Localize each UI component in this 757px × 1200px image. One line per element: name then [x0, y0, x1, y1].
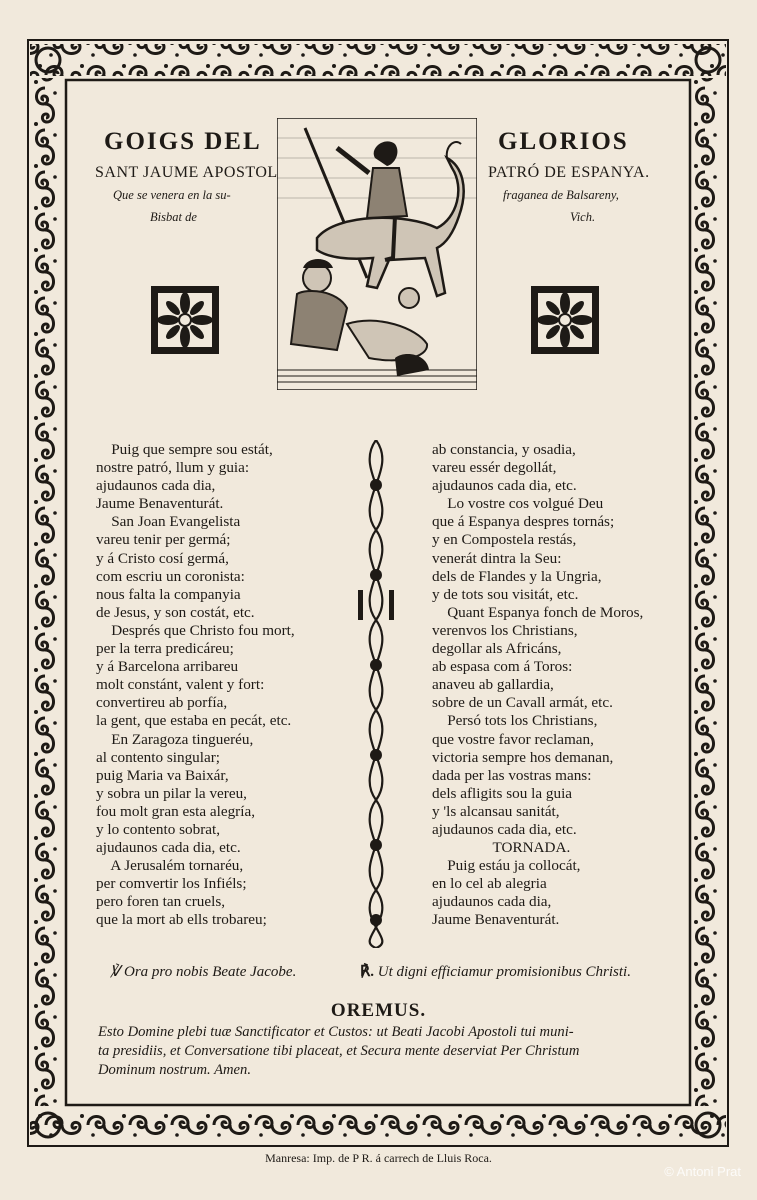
- verse-line-left: San Joan Evangelista: [96, 513, 241, 531]
- verse-line-left: que la mort ab ells trobareu;: [96, 911, 267, 929]
- verse-line-right: y de tots sou visitát, etc.: [432, 585, 579, 603]
- verse-line-right: verenvos los Christians,: [432, 621, 578, 639]
- verse-line-right: vareu essér degollát,: [432, 459, 557, 477]
- verse-line-right: dels de Flandes y la Ungria,: [432, 567, 602, 585]
- verse-line-left: Jaume Benaventurát.: [96, 495, 224, 513]
- verse-line-left: de Jesus, y son costát, etc.: [96, 603, 255, 621]
- verse-line-left: com escriu un coronista:: [96, 567, 245, 585]
- verse-line-left: Després que Christo fou mort,: [96, 621, 295, 639]
- response-text: Ut digni efficiamur promisionibus Christi.: [377, 964, 631, 980]
- verse-line-right: que á Espanya despres tornás;: [432, 513, 615, 531]
- verse-line-right: en lo cel ab alegria: [432, 875, 547, 893]
- verse-line-right: Puig estáu ja collocát,: [432, 857, 581, 875]
- verse-line-right: ajudaunos cada dia, etc.: [432, 820, 577, 838]
- verse-line-right: dada per las vostras mans:: [432, 766, 592, 784]
- verse-line-right: ab espasa com á Toros:: [432, 658, 573, 676]
- oremus-heading: OREMUS.: [330, 1000, 427, 1021]
- versicle-line: [110, 962, 296, 981]
- saint-james-woodcut: [277, 118, 477, 390]
- dedication-left-1: Que se venera en la su-: [113, 188, 231, 202]
- verse-line-right: degollar als Africáns,: [432, 640, 562, 658]
- verse-line-left: puig Maria va Baixár,: [96, 766, 229, 784]
- verse-line-right: ab constancia, y osadia,: [432, 441, 576, 458]
- verse-line-left: y á Cristo cosí germá,: [96, 549, 229, 567]
- copyright-watermark: © Antoni Prat: [664, 1164, 741, 1179]
- verse-line-left: nostre patró, llum y guia:: [96, 459, 250, 477]
- verse-line-left: nous falta la companyia: [96, 585, 241, 603]
- verse-line-left: ajudaunos cada dia, etc.: [96, 839, 241, 857]
- verse-line-right: y en Compostela restás,: [432, 531, 577, 549]
- response-symbol: ℟.: [360, 964, 375, 980]
- verse-line-left: En Zaragoza tingueréu,: [96, 730, 254, 748]
- verse-line-left: ajudaunos cada dia,: [96, 477, 216, 495]
- verse-line-left: y sobra un pilar la vereu,: [96, 784, 247, 802]
- printer-imprint: Manresa: Imp. de P R. á carrech de Lluis Roca.: [265, 1151, 492, 1165]
- verse-line-right: dels afligits sou la guia: [432, 784, 573, 802]
- verse-line-left: vareu tenir per germá;: [96, 531, 231, 549]
- verse-line-left: per comvertir los Infiéls;: [96, 875, 247, 893]
- versicle-text: Ora pro nobis Beate Jacobe.: [124, 964, 297, 980]
- title-left: GOIGS DEL: [104, 128, 262, 155]
- vine-divider: [344, 440, 408, 948]
- verse-line-right: que vostre favor reclaman,: [432, 730, 594, 748]
- prayer-line: Esto Domine plebi tuæ Sanctificator et Custos: ut Beati Jacobi Apostoli tui muni-: [98, 1024, 574, 1040]
- verse-line-left: convertireu ab porfía,: [96, 694, 228, 712]
- prayer-line: Dominum nostrum. Amen.: [98, 1062, 251, 1078]
- verse-line-right: venerát dintra la Seu:: [432, 549, 562, 567]
- verse-line-right: Quant Espanya fonch de Moros,: [432, 603, 644, 621]
- verse-line-right: TORNADA.: [432, 839, 571, 857]
- verse-line-right: Persó tots los Christians,: [432, 712, 598, 730]
- verse-line-left: Puig que sempre sou estát,: [96, 441, 273, 458]
- verse-line-left: molt constánt, valent y fort:: [96, 676, 265, 694]
- versicle-symbol: ℣: [110, 964, 121, 980]
- verse-line-left: pero foren tan cruels,: [96, 893, 226, 911]
- subtitle-right: PATRÓ DE ESPANYA.: [488, 164, 650, 181]
- title-right: GLORIOS: [498, 128, 629, 155]
- verse-line-left: la gent, que estaba en pecát, etc.: [96, 712, 292, 730]
- verse-line-left: y lo contento sobrat,: [96, 820, 221, 838]
- verse-line-right: anaveu ab gallardia,: [432, 676, 554, 694]
- verse-line-right: ajudaunos cada dia,: [432, 893, 552, 911]
- subtitle-left: SANT JAUME APOSTOL: [95, 164, 278, 181]
- verse-line-right: victoria sempre hos demanan,: [432, 748, 614, 766]
- verses-left-column: [96, 441, 295, 930]
- prayer-line: ta presidiis, et Conversatione tibi placeat, et Secura mente deserviat Per Christum: [98, 1043, 580, 1059]
- dedication-left-2: Bisbat de: [150, 210, 197, 224]
- rosette-ornament-right: [530, 285, 600, 355]
- verse-line-right: Lo vostre cos volgué Deu: [432, 495, 604, 513]
- dedication-right-1: fraganea de Balsareny,: [503, 188, 619, 202]
- dedication-right-2: Vich.: [570, 210, 596, 224]
- verse-line-left: al contento singular;: [96, 748, 220, 766]
- verse-line-right: sobre de un Cavall armát, etc.: [432, 694, 613, 712]
- oremus-prayer: [98, 1023, 664, 1080]
- verses-right-column: [432, 441, 643, 930]
- verse-line-left: y á Barcelona arribareu: [96, 658, 239, 676]
- rosette-ornament-left: [150, 285, 220, 355]
- verse-line-right: ajudaunos cada dia, etc.: [432, 477, 577, 495]
- verse-line-right: Jaume Benaventurát.: [432, 911, 560, 929]
- verse-line-right: y 'ls alcansau sanitát,: [432, 802, 560, 820]
- response-line: [360, 962, 631, 981]
- verse-line-left: fou molt gran esta alegría,: [96, 802, 255, 820]
- verse-line-left: A Jerusalém tornaréu,: [96, 857, 244, 875]
- verse-line-left: per la terra predicáreu;: [96, 640, 234, 658]
